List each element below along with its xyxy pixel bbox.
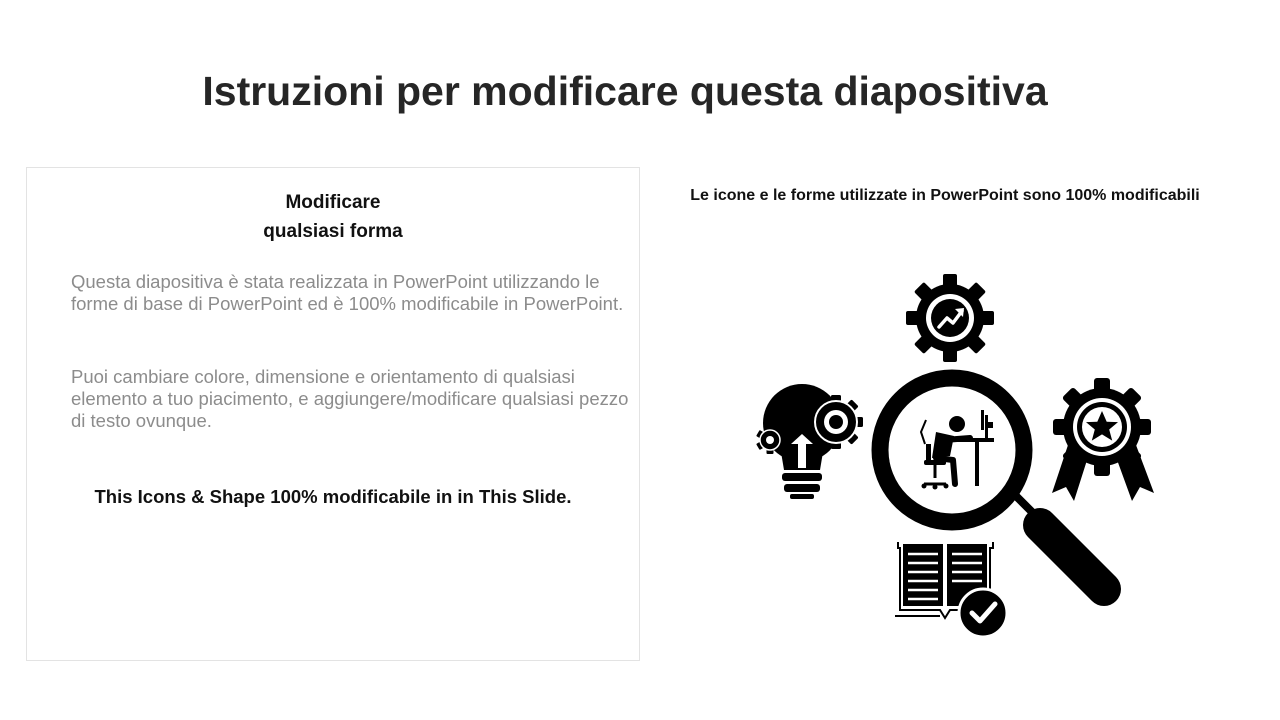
slide-title: Istruzioni per modificare questa diapositiva [202, 68, 1048, 114]
body-paragraph-2: Puoi cambiare colore, dimensione e orientamento di qualsiasi elemento a tuo piacimento, e aggiungere/modificare qualsiasi pezzo di testo ovunque. [71, 366, 629, 431]
card-heading-line2: qualsiasi forma [263, 221, 403, 242]
icon-cluster [740, 260, 1180, 650]
body-paragraph-1: Questa diapositiva è stata realizzata in PowerPoint utilizzando le forme di base di PowerPoint ed è 100% modificabile in PowerPoint. [71, 271, 624, 314]
card-heading [30, 188, 636, 246]
card-heading-line1: Modificare [285, 192, 381, 213]
book-check-icon [895, 542, 1007, 637]
lightbulb-gear-icon [756, 384, 863, 499]
card-footer-text: This Icons & Shape 100% modificabile in in This Slide. [94, 486, 572, 507]
icons-caption: Le icone e le forme utilizzate in PowerPoint sono 100% modificabili [690, 187, 1200, 204]
gear-growth-icon [906, 274, 994, 362]
award-badge-icon [1052, 378, 1154, 501]
